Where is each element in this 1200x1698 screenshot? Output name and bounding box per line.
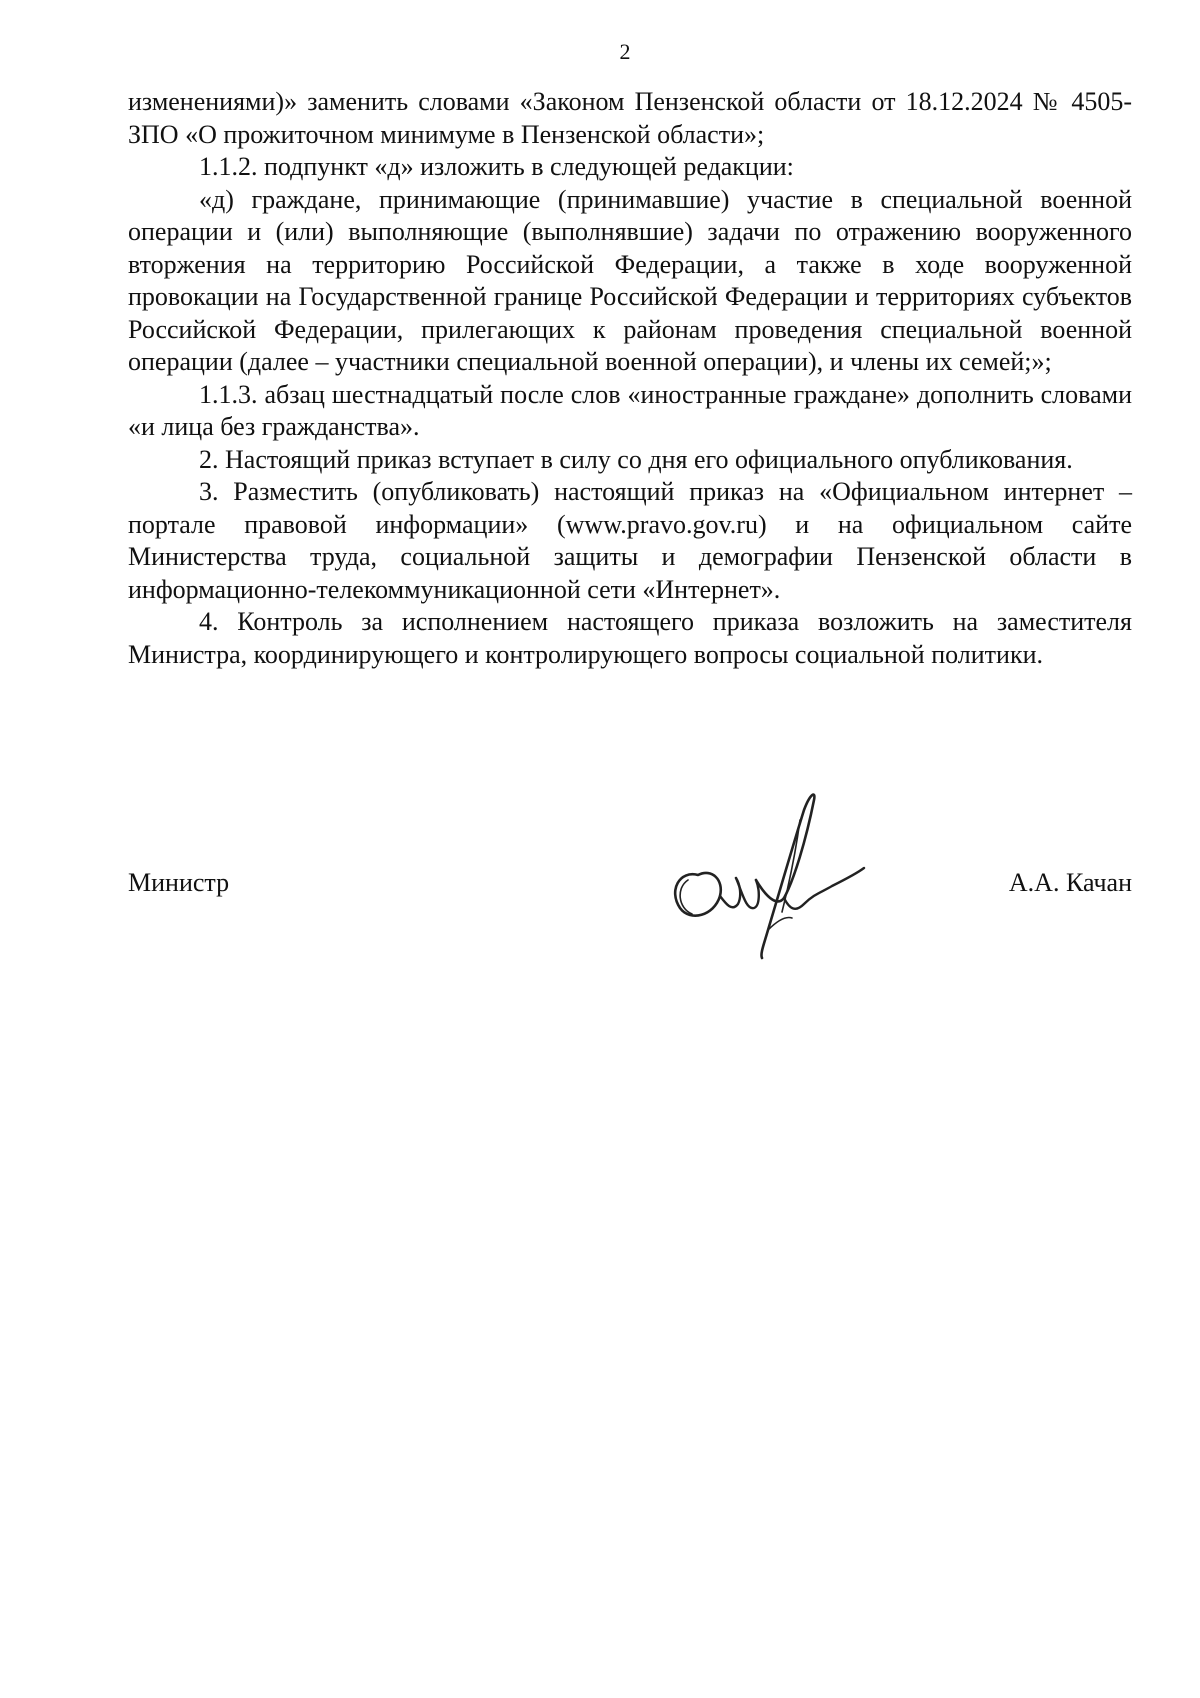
signatory-position: Министр	[128, 868, 230, 897]
paragraph-3: 3. Разместить (опубликовать) настоящий приказ на «Официальном интернет – портале правовой информации» (www.pravo.gov.ru) и на официальном сайте Министерства труда, социальной защиты и демографии Пензенской области в информационно-телекоммуникационной сети «Интернет».	[128, 477, 1132, 604]
handwritten-signature	[628, 780, 868, 970]
paragraph-continuation: изменениями)» заменить словами «Законом Пензенской области от 18.12.2024 № 4505-ЗПО «О прожиточном минимуме в Пензенской области»;	[128, 87, 1132, 149]
paragraph-subitem-d: «д) граждане, принимающие (принимавшие) участие в специальной военной операции и (или) выполняющие (выполнявшие) задачи по отражению вооруженного вторжения на территорию Российской Федерации, а также в ходе вооруженной провокации на Государственной границе Российской Федерации и территориях субъектов Российской Федерации, прилегающих к районам проведения специальной военной операции (далее – участники специальной военной операции), и члены их семей;»;	[128, 184, 1132, 376]
paragraph-1-1-2: 1.1.2. подпункт «д» изложить в следующей редакции:	[199, 152, 794, 181]
paragraph-2: 2. Настоящий приказ вступает в силу со дня его официального опубликования.	[199, 444, 1073, 474]
document-body	[128, 86, 1132, 671]
paragraph-1-1-3: 1.1.3. абзац шестнадцатый после слов «иностранные граждане» дополнить словами «и лица без гражданства».	[128, 379, 1132, 441]
page-number: 2	[619, 39, 631, 64]
signatory-name: А.А. Качан	[1008, 868, 1132, 897]
signature-block	[128, 780, 1132, 970]
paragraph-4: 4. Контроль за исполнением настоящего приказа возложить на заместителя Министра, координирующего и контролирующего вопросы социальной политики.	[128, 607, 1132, 669]
